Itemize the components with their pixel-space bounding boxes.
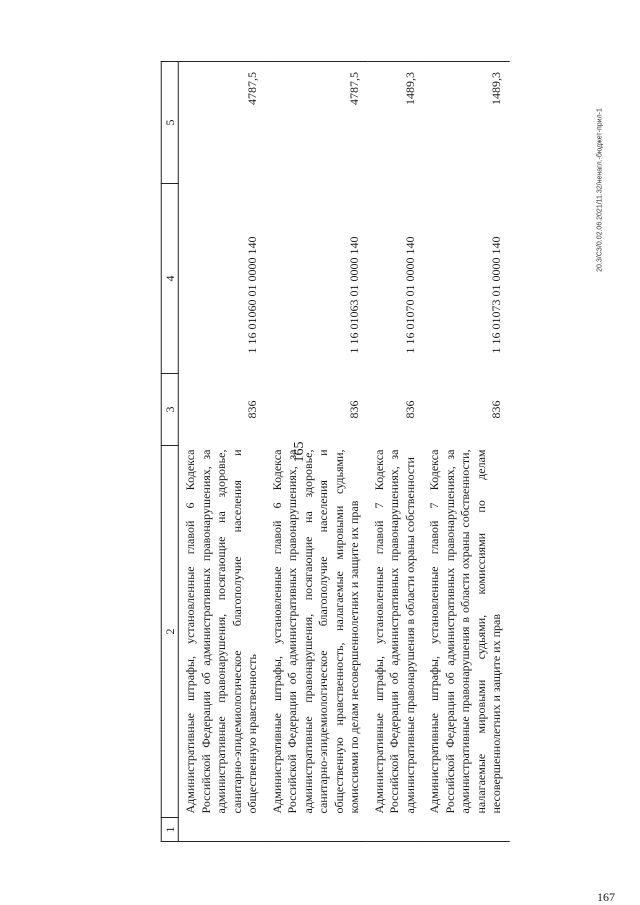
row-admin-code: 836 <box>244 400 259 419</box>
row-number <box>178 818 265 842</box>
table-row <box>367 62 423 842</box>
row-amount: 4787,5 <box>178 62 265 184</box>
row-kbk-code: 1 16 01070 01 0000 140 <box>402 236 417 354</box>
table-row <box>265 62 367 842</box>
header-col-1: 1 <box>161 818 178 842</box>
page-number-top: 165 <box>292 441 307 463</box>
row-admin-code: 836 <box>488 400 503 419</box>
row-kbk-code: 1 16 01063 01 0000 140 <box>346 236 361 354</box>
row-kbk-code: 1 16 01073 01 0000 140 <box>488 236 503 354</box>
row-amount: 1489,3 <box>367 62 423 184</box>
row-admin-code: 836 <box>346 400 361 419</box>
row-amount: 1489,3 <box>423 62 510 184</box>
header-col-5: 5 <box>161 62 178 184</box>
header-col-2: 2 <box>161 446 178 818</box>
table-row <box>178 62 265 842</box>
row-description: Административные штрафы, установленные главой 7 Кодекса Российской Федерации об административных правонарушениях, за административные правонарушения в области охраны собственности, налагаемые мировыми судьями, комиссиями по делам несовершеннолетних и защите их прав <box>426 449 503 814</box>
page-number-bottom: 167 <box>597 890 615 904</box>
header-col-4: 4 <box>161 184 178 374</box>
document-footer-code: 20.3/СЗ/0.02.06.2021/11.32/ненагл.-бюджет-прил-1 <box>596 108 604 272</box>
row-description: Административные штрафы, установленные главой 6 Кодекса Российской Федерации об административных правонарушениях, за административные правонарушения, посягающие на здоровье, санитарно-эпидемиологическое благополучие населения и общественную нравственность, налагаемые мировыми судьями, комиссиями по делам несовершеннолетних и защите их прав <box>269 449 361 814</box>
row-number <box>265 818 367 842</box>
row-amount: 4787,5 <box>265 62 367 184</box>
row-admin-code: 836 <box>402 400 417 419</box>
table-row <box>423 62 510 842</box>
revenue-table <box>161 61 510 842</box>
row-description: Административные штрафы, установленные главой 6 Кодекса Российской Федерации об административных правонарушениях, за административные правонарушения, посягающие на здоровье, санитарно-эпидемиологическое благополучие населения и общественную нравственность <box>182 449 259 814</box>
rotated-table-wrapper <box>161 62 510 842</box>
row-description: Административные штрафы, установленные главой 7 Кодекса Российской Федерации об административных правонарушениях, за административные правонарушения в области охраны собственности <box>371 449 417 814</box>
table-header-row <box>161 62 178 842</box>
row-kbk-code: 1 16 01060 01 0000 140 <box>244 236 259 354</box>
row-number <box>367 818 423 842</box>
header-col-3: 3 <box>161 374 178 446</box>
row-number <box>423 818 510 842</box>
